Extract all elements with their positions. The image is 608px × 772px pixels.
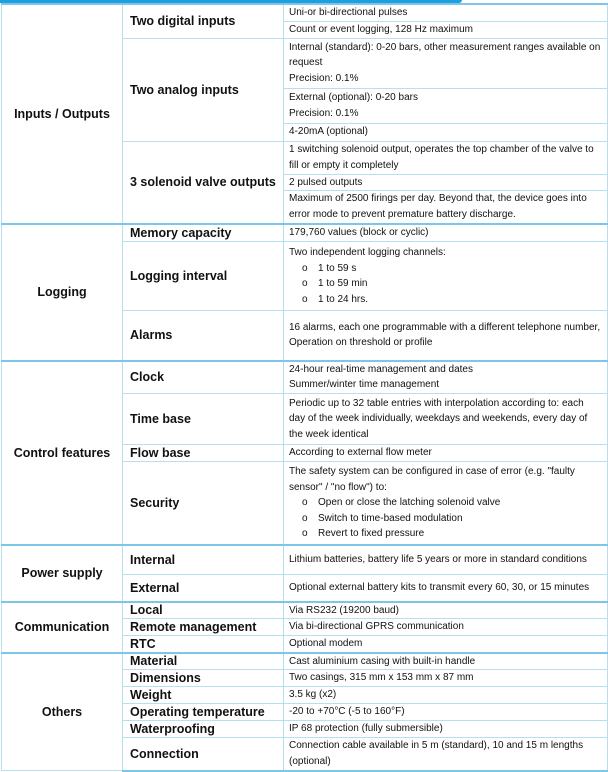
bullet-item: [289, 292, 601, 308]
bullet-text: 1 to 59 s: [318, 262, 357, 274]
value-line: Optional external battery kits to transmit every 60, 30, or 15 minutes: [289, 582, 590, 593]
bullet-item: [289, 511, 601, 527]
spec-value: [284, 141, 608, 174]
spec-value: [284, 394, 608, 445]
value-line: Lithium batteries, battery life 5 years or more in standard conditions: [289, 554, 587, 565]
feature-remote-management: Remote management: [123, 619, 284, 636]
value-line: 179,760 values (block or cyclic): [289, 227, 429, 238]
spec-value: [284, 21, 608, 38]
value-line: 1 switching solenoid output, operates the top chamber of the valve to fill or empty it completely: [289, 144, 594, 171]
value-line: 4-20mA (optional): [289, 126, 368, 138]
spec-value: [284, 636, 608, 653]
value-line: Precision: 0.1%: [289, 107, 359, 119]
feature-material: Material: [123, 653, 284, 670]
value-line: Connection cable available in 5 m (standard), 10 and 15 m lengths (optional): [289, 740, 584, 767]
spec-value: [284, 738, 608, 771]
category-logging: Logging: [2, 224, 123, 361]
spec-value: [284, 721, 608, 738]
value-line: Periodic up to 32 table entries with interpolation according to: each day of the week individually, weekdays and weekends, every day of the week identical: [289, 397, 588, 440]
spec-value: [284, 242, 608, 311]
value-line: 3.5 kg (x2): [289, 689, 337, 701]
feature-two-analog-inputs: Two analog inputs: [123, 38, 284, 141]
feature-flow-base: Flow base: [123, 445, 284, 462]
feature-dimensions: Dimensions: [123, 670, 284, 687]
value-line: Two casings, 315 mm x 153 mm x 87 mm: [289, 672, 474, 684]
feature-waterproofing: Waterproofing: [123, 721, 284, 738]
value-line: IP 68 protection (fully submersible): [289, 723, 443, 735]
table-row: [2, 4, 608, 21]
feature-internal: Internal: [123, 545, 284, 575]
spec-value: [284, 191, 608, 224]
value-line: Internal (standard): 0-20 bars, other measurement ranges available on request: [289, 41, 601, 69]
value-line: Maximum of 2500 firings per day. Beyond that, the device goes into error mode to prevent premature battery discharge.: [289, 193, 587, 220]
spec-value: [284, 38, 608, 88]
table-row: [2, 224, 608, 242]
spec-value: [284, 311, 608, 361]
feature-weight: Weight: [123, 687, 284, 704]
category-inputs-outputs: Inputs / Outputs: [2, 4, 123, 224]
table-row: [2, 653, 608, 670]
table-row: [2, 545, 608, 575]
value-line: Summer/winter time management: [289, 379, 440, 391]
spec-value: [284, 361, 608, 394]
bullet-circle-icon: o: [302, 528, 308, 539]
feature-clock: Clock: [123, 361, 284, 394]
category-others: Others: [2, 653, 123, 771]
value-line: Via bi-directional GPRS communication: [289, 621, 464, 633]
feature-operating-temperature: Operating temperature: [123, 704, 284, 721]
value-line: External (optional): 0-20 bars: [289, 92, 418, 103]
feature-rtc: RTC: [123, 636, 284, 653]
bullet-circle-icon: o: [302, 262, 308, 274]
feature-external: External: [123, 575, 284, 602]
spec-table: [1, 3, 608, 772]
value-line: Two independent logging channels:: [289, 247, 446, 258]
spec-value: [284, 123, 608, 141]
feature-alarms: Alarms: [123, 311, 284, 361]
bullet-text: Switch to time-based modulation: [318, 512, 463, 524]
value-line: Uni-or bi-directional pulses: [289, 7, 408, 18]
category-communication: Communication: [2, 602, 123, 653]
bullet-text: 1 to 24 hrs.: [318, 293, 369, 305]
value-line: Count or event logging, 128 Hz maximum: [289, 23, 473, 35]
feature-time-base: Time base: [123, 394, 284, 445]
spec-value: [284, 88, 608, 123]
feature-local: Local: [123, 602, 284, 619]
feature-two-digital-inputs: Two digital inputs: [123, 4, 284, 38]
value-line: The safety system can be configured in case of error (e.g. "faulty sensor" / "no flow") to:: [289, 466, 575, 493]
spec-value: [284, 670, 608, 687]
spec-value: [284, 687, 608, 704]
spec-value: [284, 619, 608, 636]
bullet-text: 1 to 59 min: [318, 278, 368, 289]
value-line: Operation on threshold or profile: [289, 337, 433, 349]
spec-value: [284, 704, 608, 721]
bullet-item: [289, 526, 601, 542]
table-row: [2, 361, 608, 394]
value-line: According to external flow meter: [289, 447, 432, 459]
spec-value: [284, 653, 608, 670]
spec-value: [284, 4, 608, 21]
spec-value: [284, 224, 608, 242]
bullet-item: [289, 276, 601, 292]
table-row: [2, 602, 608, 619]
spec-value: [284, 462, 608, 545]
feature-3-solenoid-valve-outputs: 3 solenoid valve outputs: [123, 141, 284, 224]
value-line: 24-hour real-time management and dates: [289, 363, 473, 375]
bullet-item: [289, 495, 601, 511]
bullet-circle-icon: o: [302, 512, 308, 524]
spec-value: [284, 575, 608, 602]
value-line: Precision: 0.1%: [289, 72, 359, 84]
spec-value: [284, 445, 608, 462]
feature-security: Security: [123, 462, 284, 545]
bullet-circle-icon: o: [302, 293, 308, 305]
value-line: Optional modem: [289, 638, 363, 649]
bullet-circle-icon: o: [302, 497, 308, 508]
spec-value: [284, 602, 608, 619]
bullet-text: Revert to fixed pressure: [318, 528, 425, 539]
value-line: Via RS232 (19200 baud): [289, 604, 399, 616]
value-line: 2 pulsed outputs: [289, 176, 363, 188]
category-power-supply: Power supply: [2, 545, 123, 602]
bullet-circle-icon: o: [302, 278, 308, 289]
feature-connection: Connection: [123, 738, 284, 771]
value-line: -20 to +70°C (-5 to 160°F): [289, 706, 405, 718]
value-line: 16 alarms, each one programmable with a different telephone number,: [289, 321, 601, 333]
spec-value: [284, 174, 608, 191]
feature-memory-capacity: Memory capacity: [123, 224, 284, 242]
feature-logging-interval: Logging interval: [123, 242, 284, 311]
category-control-features: Control features: [2, 361, 123, 545]
bullet-text: Open or close the latching solenoid valve: [318, 497, 501, 508]
value-line: Cast aluminium casing with built-in handle: [289, 655, 476, 667]
spec-value: [284, 545, 608, 575]
bullet-item: [289, 261, 601, 277]
